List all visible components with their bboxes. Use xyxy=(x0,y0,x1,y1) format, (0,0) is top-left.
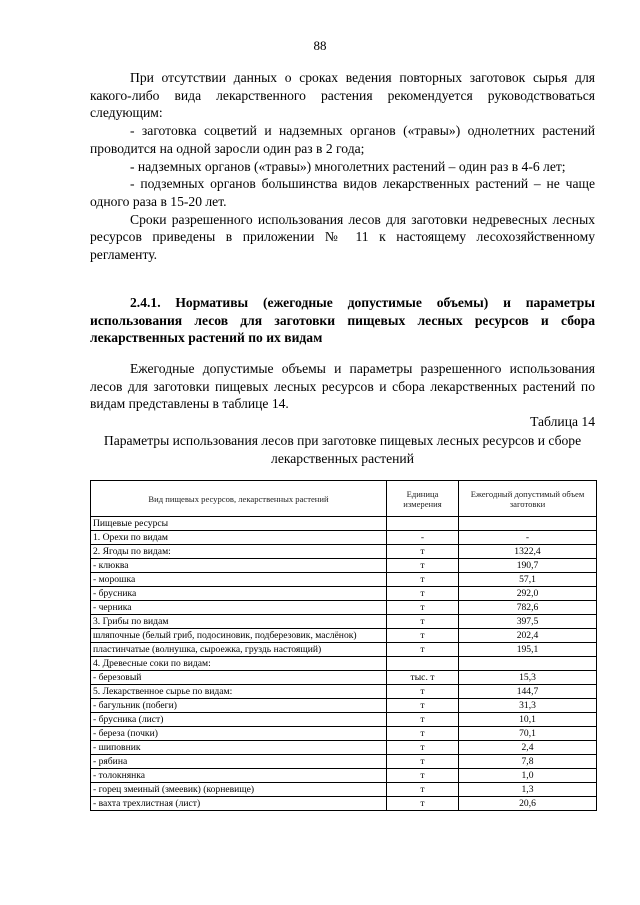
page-number: 88 xyxy=(313,38,327,53)
table-row xyxy=(91,531,597,545)
cell-volume: 202,4 xyxy=(459,629,597,643)
table-row xyxy=(91,699,597,713)
table-title: Параметры использования лесов при заготовке пищевых лесных ресурсов и сборе лекарственных растений xyxy=(103,433,582,466)
table-row xyxy=(91,783,597,797)
cell-resource-type: - вахта трехлистная (лист) xyxy=(91,797,387,811)
cell-resource-type: - шиповник xyxy=(91,741,387,755)
cell-unit: т xyxy=(387,713,459,727)
cell-resource-type: - березовый xyxy=(91,671,387,685)
resources-table xyxy=(90,480,597,811)
table-row xyxy=(91,573,597,587)
cell-unit: тыс. т xyxy=(387,671,459,685)
cell-volume: 57,1 xyxy=(459,573,597,587)
cell-volume: 15,3 xyxy=(459,671,597,685)
table-row xyxy=(91,517,597,531)
cell-unit: т xyxy=(387,797,459,811)
cell-volume: 195,1 xyxy=(459,643,597,657)
cell-unit: т xyxy=(387,573,459,587)
cell-volume: 144,7 xyxy=(459,685,597,699)
table-row xyxy=(91,727,597,741)
cell-resource-type: - багульник (побеги) xyxy=(91,699,387,713)
column-header-volume: Ежегодный допустимый объем заготовки xyxy=(459,481,597,517)
cell-volume: 31,3 xyxy=(459,699,597,713)
table-row xyxy=(91,685,597,699)
cell-unit: т xyxy=(387,587,459,601)
column-header-unit: Единица измерения xyxy=(387,481,459,517)
table-row xyxy=(91,797,597,811)
cell-volume: 20,6 xyxy=(459,797,597,811)
cell-volume: 2,4 xyxy=(459,741,597,755)
cell-resource-type: Пищевые ресурсы xyxy=(91,517,387,531)
intro-paragraph: Сроки разрешенного использования лесов для заготовки недревесных лесных ресурсов приведены в приложении № 11 к настоящему лесохозяйственному регламенту. xyxy=(90,211,595,263)
body-paragraph xyxy=(90,360,595,413)
cell-volume: 1,3 xyxy=(459,783,597,797)
cell-resource-type: - черника xyxy=(91,601,387,615)
cell-resource-type: 3. Грибы по видам xyxy=(91,615,387,629)
list-item: - надземных органов («травы») многолетних растений – один раз в 4-6 лет; xyxy=(130,158,566,174)
cell-resource-type: - брусника (лист) xyxy=(91,713,387,727)
cell-volume: 7,8 xyxy=(459,755,597,769)
cell-unit: т xyxy=(387,727,459,741)
table-row xyxy=(91,657,597,671)
cell-volume xyxy=(459,517,597,531)
cell-resource-type: - рябина xyxy=(91,755,387,769)
cell-volume: 70,1 xyxy=(459,727,597,741)
cell-unit: - xyxy=(387,531,459,545)
cell-unit xyxy=(387,517,459,531)
list-item: - подземных органов большинства видов лекарственных растений – не чаще одного раза в 15-20 лет. xyxy=(90,176,595,209)
table-row xyxy=(91,615,597,629)
cell-resource-type: 2. Ягоды по видам: xyxy=(91,545,387,559)
cell-unit: т xyxy=(387,545,459,559)
cell-unit: т xyxy=(387,685,459,699)
table-row xyxy=(91,769,597,783)
cell-unit: т xyxy=(387,615,459,629)
column-header-type: Вид пищевых ресурсов, лекарственных растений xyxy=(91,481,387,517)
cell-resource-type: - брусника xyxy=(91,587,387,601)
cell-volume: 1,0 xyxy=(459,769,597,783)
cell-volume: 10,1 xyxy=(459,713,597,727)
cell-unit: т xyxy=(387,741,459,755)
cell-volume: 190,7 xyxy=(459,559,597,573)
intro-paragraph: При отсутствии данных о сроках ведения повторных заготовок сырья для какого-либо вида лекарственного растения рекомендуется руководствоваться следующим: xyxy=(90,70,595,121)
section-heading xyxy=(90,294,595,347)
cell-unit: т xyxy=(387,629,459,643)
cell-unit: т xyxy=(387,783,459,797)
cell-volume: 1322,4 xyxy=(459,545,597,559)
table-row xyxy=(91,601,597,615)
intro-section xyxy=(90,69,595,264)
cell-resource-type: - морошка xyxy=(91,573,387,587)
cell-resource-type: 1. Орехи по видам xyxy=(91,531,387,545)
body-paragraph-text: Ежегодные допустимые объемы и параметры разрешенного использования лесов для заготовки пищевых лесных ресурсов и сбора лекарственных растений по видам представлены в таблице 14. xyxy=(90,361,595,412)
cell-unit: т xyxy=(387,755,459,769)
table-row xyxy=(91,545,597,559)
cell-volume xyxy=(459,657,597,671)
cell-resource-type: - толокнянка xyxy=(91,769,387,783)
table-header-row xyxy=(91,481,597,517)
table-row xyxy=(91,671,597,685)
cell-resource-type: шляпочные (белый гриб, подосиновик, подберезовик, маслёнок) xyxy=(91,629,387,643)
cell-unit: т xyxy=(387,601,459,615)
table-row xyxy=(91,629,597,643)
cell-resource-type: пластинчатые (волнушка, сыроежка, груздь настоящий) xyxy=(91,643,387,657)
section-heading-text: 2.4.1. Нормативы (ежегодные допустимые объемы) и параметры использования лесов для заготовки пищевых лесных ресурсов и сбора лекарственных растений по их видам xyxy=(90,295,595,346)
cell-resource-type: 5. Лекарственное сырье по видам: xyxy=(91,685,387,699)
table-row xyxy=(91,713,597,727)
table-row xyxy=(91,643,597,657)
cell-unit xyxy=(387,657,459,671)
cell-unit: т xyxy=(387,699,459,713)
table-body xyxy=(91,517,597,811)
table-label: Таблица 14 xyxy=(530,414,595,429)
cell-volume: 397,5 xyxy=(459,615,597,629)
table-row xyxy=(91,755,597,769)
cell-resource-type: 4. Древесные соки по видам: xyxy=(91,657,387,671)
cell-volume: 292,0 xyxy=(459,587,597,601)
cell-volume: - xyxy=(459,531,597,545)
cell-unit: т xyxy=(387,769,459,783)
cell-resource-type: - горец змеиный (змеевик) (корневище) xyxy=(91,783,387,797)
table-row xyxy=(91,559,597,573)
cell-volume: 782,6 xyxy=(459,601,597,615)
cell-resource-type: - клюква xyxy=(91,559,387,573)
list-item: - заготовка соцветий и надземных органов («травы») однолетних растений проводится на одной заросли один раз в 2 года; xyxy=(90,123,595,156)
cell-unit: т xyxy=(387,643,459,657)
cell-resource-type: - береза (почки) xyxy=(91,727,387,741)
table-row xyxy=(91,741,597,755)
table-row xyxy=(91,587,597,601)
cell-unit: т xyxy=(387,559,459,573)
